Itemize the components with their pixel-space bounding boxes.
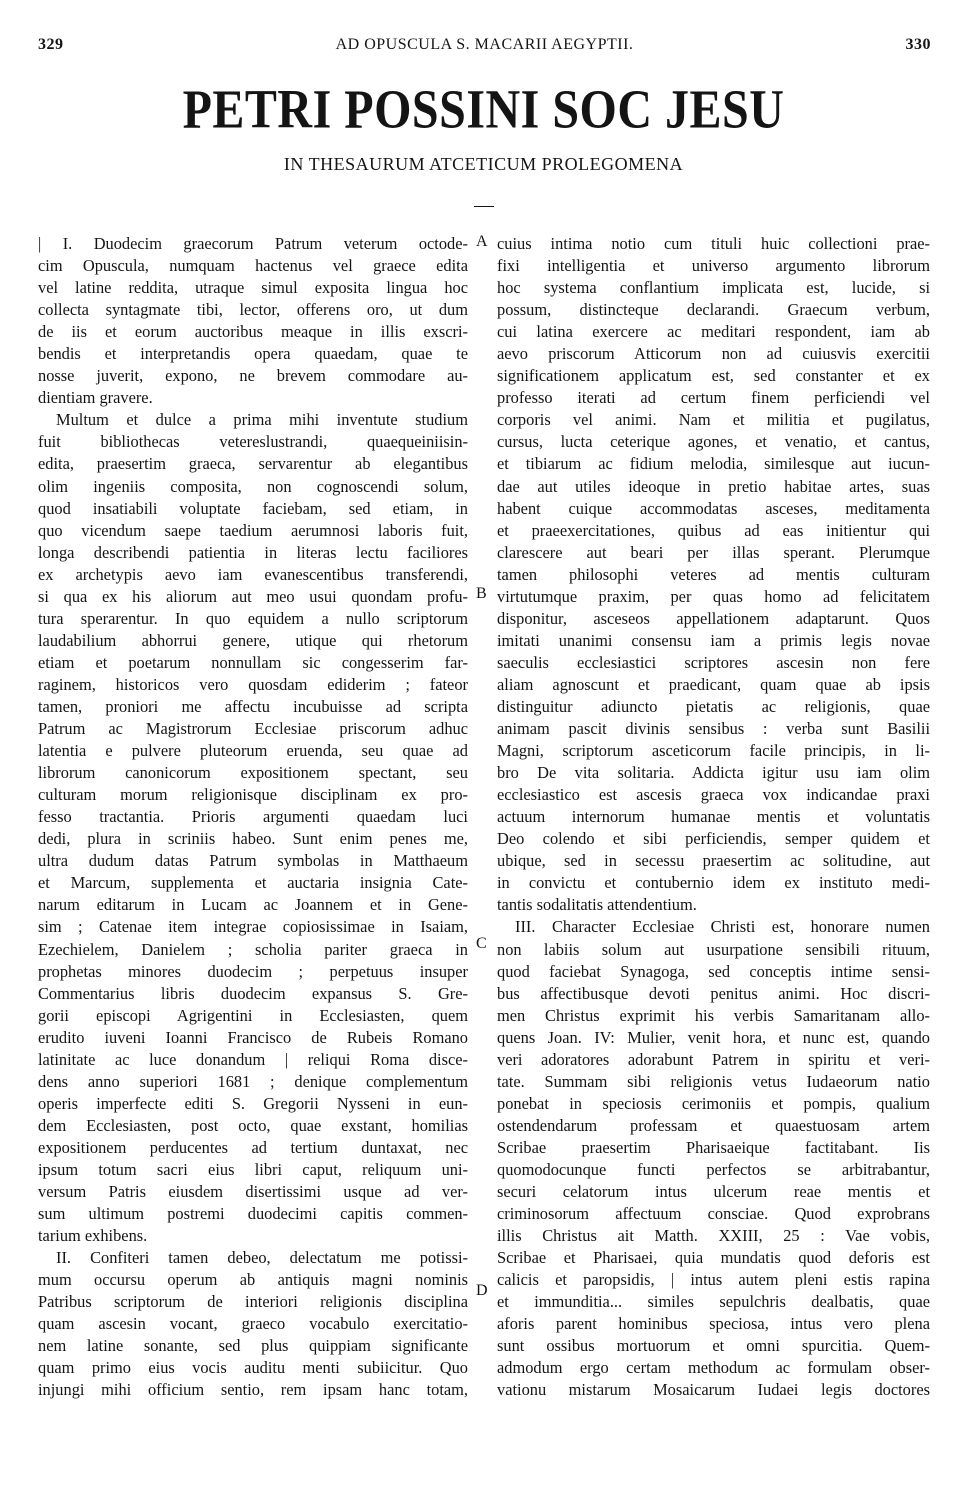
text-line: laudabilium abhorrui genere, utique qui rhetorum — [38, 630, 468, 650]
running-title: AD OPUSCULA S. MACARII AEGYPTII. — [335, 36, 634, 53]
text-line: II. Confiteri tamen debeo, delectatum me potissi- — [56, 1248, 468, 1268]
text-line: et tibiarum ac fidium melodia, similesque aut iucun- — [497, 454, 930, 474]
text-line: quod faciebat Synagoga, sed conceptis intime sensi- — [497, 961, 930, 981]
text-line: raginem, historicos vero quosdam ediderim ; fateor — [38, 674, 468, 694]
text-line: Patribus scriptorum de interiori religionis disciplina — [38, 1292, 468, 1312]
margin-letter-c: C — [476, 935, 487, 952]
text-line: in convictu et contubernio idem ex instituto medi- — [497, 873, 930, 893]
running-header — [38, 36, 931, 58]
text-line: gorii episcopi Agrigentini in Ecclesiasten, quem — [38, 1005, 468, 1025]
text-line: professo iterati ad certum finem perficiendi vel — [497, 388, 930, 408]
text-line: quens Joan. IV: Mulier, venit hora, et nunc est, quando — [497, 1027, 930, 1047]
text-line: veri adoratores adorabunt Patrem in spiritu et veri- — [497, 1049, 930, 1069]
text-line: securi celatorum intus ulcerum reae mentis et — [497, 1182, 930, 1202]
text-line: dae aut utiles ideoque in pretio habitae artes, suas — [497, 476, 930, 496]
text-line: expositionem perducentes ad tertium duntaxat, nec — [38, 1137, 468, 1157]
text-line: fixi intelligentia et universo argumento librorum — [497, 256, 930, 276]
title-divider — [474, 206, 494, 207]
text-line: sunt ossibus mortuorum et omni spurcitia. Quem- — [497, 1336, 930, 1356]
text-line: olim ingeniis composita, non cognoscendi solum, — [38, 476, 468, 496]
text-line: Scribae et Pharisaei, quia mundatis quod deforis est — [497, 1248, 930, 1268]
text-line: sim ; Catenae item integrae copiosissimae in Isaiam, — [38, 917, 468, 937]
text-line: distinguitur adiuncto pietatis ac religionis, quae — [497, 696, 930, 716]
text-line: Magni, scriptorum asceticorum facile principis, in li- — [497, 741, 930, 761]
text-line: illis Christus ait Matth. XXIII, 25 : Vae vobis, — [497, 1226, 930, 1246]
text-line: ostendendarum professam et quaestuosam artem — [497, 1115, 930, 1135]
text-line: si qua ex his aliorum aut meo usui quondam profu- — [38, 586, 468, 606]
text-line: habent cuique accommodatas asceses, meditamenta — [497, 498, 930, 518]
text-line: latinitate ac luce donandum | reliqui Roma disce- — [38, 1049, 468, 1069]
text-line: Patrum ac Magistrorum Ecclesiae priscorum adhuc — [38, 719, 468, 739]
text-line: nem latine sonante, sed plus quippiam significante — [38, 1336, 468, 1356]
text-line: actuum internorum humanae mentis et voluntatis — [497, 807, 930, 827]
text-line: tantis sodalitatis attendentium. — [497, 895, 697, 915]
text-line: longa describendi patientia in literas lectu faciliores — [38, 542, 468, 562]
text-line: ipsum totum sacri eius libri caput, reliquum uni- — [38, 1159, 468, 1179]
text-line: aevo priscorum Atticorum non ad cuiusvis exercitii — [497, 344, 930, 364]
margin-letter-b: B — [476, 585, 487, 602]
text-line: dedi, plura in scriniis habeo. Sunt enim penes me, — [38, 829, 468, 849]
text-line: operis imperfecte editi S. Gregorii Nysseni in eun- — [38, 1093, 468, 1113]
text-line: criminosorum affectuum consciae. Quod exprobrans — [497, 1204, 930, 1224]
text-line: saeculis ecclesiastici scriptores ascesin non fere — [497, 652, 930, 672]
text-line: librorum canonicorum expositionem spectant, seu — [38, 763, 468, 783]
text-line: ex archetypis aevo iam evanescentibus transferendi, — [38, 564, 468, 584]
text-line: cuius intima notio cum tituli huic collectioni prae- — [497, 234, 930, 253]
text-line: dens anno superiori 1681 ; denique complementum — [38, 1071, 468, 1091]
text-line: et Marcum, supplementa et auctaria insignia Cate- — [38, 873, 468, 893]
text-line: nosse juverit, expono, ne brevem commodare au- — [38, 366, 468, 386]
text-line: | I. Duodecim graecorum Patrum veterum octode- — [38, 234, 468, 253]
text-line: Commentarius libris duodecim expansus S. Gre- — [38, 983, 468, 1003]
text-line: possum, distincteque declarandi. Graecum verbum, — [497, 300, 930, 320]
text-line: virtutumque praxim, per quas homo ad felicitatem — [497, 586, 930, 606]
text-line: significationem applicatum est, sed constanter et ex — [497, 366, 930, 386]
text-line: de iis et eorum auctoribus meaque in illis exscri- — [38, 322, 468, 342]
text-line: mum occursu operum ab antiquis magni nominis — [38, 1270, 468, 1290]
left-text-column — [38, 233, 468, 1401]
text-line: tarium exhibens. — [38, 1226, 148, 1246]
text-line: hoc systema conflantium implicata est, lucide, si — [497, 278, 930, 298]
text-line: admodum ergo certam methodum ac formulam obser- — [497, 1358, 930, 1378]
text-line: Deo colendo et sibi perficiendis, semper quidem et — [497, 829, 930, 849]
text-line: bendis et interpretandis opera quaedam, quae te — [38, 344, 468, 364]
text-line: versum Patris eiusdem disertissimi usque ad ver- — [38, 1182, 468, 1202]
text-line: disponitur, asceseos appellationem adaptarunt. Quos — [497, 608, 930, 628]
text-line: narum editarum in Lucam ac Joannem et in Gene- — [38, 895, 468, 915]
text-line: quam primo eius vocis auditu menti subiicitur. Quo — [38, 1358, 468, 1378]
text-line: quod insatiabili voluptate faciebam, sed etiam, in — [38, 498, 468, 518]
page-number-left: 329 — [38, 36, 64, 53]
text-line: bro De vita solitaria. Addicta igitur usu iam olim — [497, 763, 930, 783]
text-line: aforis parent hominibus speciosa, intus vero plena — [497, 1314, 930, 1334]
text-line: tamen, proniori me affectu incubuisse ad scripta — [38, 696, 468, 716]
text-line: animam pascit divinis sensibus : verba sunt Basilii — [497, 719, 930, 739]
text-line: imitati unanimi consensu iam a primis legis novae — [497, 630, 930, 650]
text-line: Multum et dulce a prima mihi inventute studium — [56, 410, 468, 430]
text-line: et immunditia... similes sepulchris dealbatis, quae — [497, 1292, 930, 1312]
text-line: ubique, sed in secessu praesertim ac solitudine, aut — [497, 851, 930, 871]
text-line: vel latine reddita, utraque simul exposita lingua hoc — [38, 278, 468, 298]
text-line: non labiis solum aut usurpatione sensibili rituum, — [497, 939, 930, 959]
text-line: men Christus exprimit his verbis Samaritanam allo- — [497, 1005, 930, 1025]
text-line: culturam morum religionisque disciplinam ex pro- — [38, 785, 468, 805]
text-line: aliam agnoscunt et praedicant, quam quae ab ipsis — [497, 674, 930, 694]
text-line: tate. Summam sibi religionis vetus Iudaeorum natio — [497, 1071, 930, 1091]
text-line: corporis vel animi. Nam et militia et pugilatus, — [497, 410, 930, 430]
text-line: prophetas minores duodecim ; perpetuus insuper — [38, 961, 468, 981]
text-line: quam ascesin vocant, graeco vocabulo exercitatio- — [38, 1314, 468, 1334]
text-line: etiam et poetarum nonnullam sic congesserim far- — [38, 652, 468, 672]
page-number-right: 330 — [905, 36, 931, 53]
text-line: tamen philosophi veteres ad mentis culturam — [497, 564, 930, 584]
text-line: vationu mistarum Mosaicarum Iudaei legis doctores — [497, 1380, 930, 1400]
text-line: tura sperarentur. In quo equidem a nullo scriptorum — [38, 608, 468, 628]
text-line: cim Opuscula, numquam hactenus vel graece edita — [38, 256, 468, 276]
margin-letter-a: A — [476, 233, 488, 250]
text-line: fuit bibliothecas vetereslustrandi, quaequeiniisin- — [38, 432, 468, 452]
page-title: PETRI POSSINI SOC JESU — [182, 79, 785, 141]
text-line: quo vicendum saepe taedium aerumnosi laboris fuit, — [38, 520, 468, 540]
text-line: calicis et paropsidis, | intus autem pleni estis rapina — [497, 1270, 930, 1290]
text-line: ponebat in speciosis cerimoniis et pompis, qualium — [497, 1093, 930, 1113]
text-line: latentia e pulvere pluteorum eruenda, seu quae ad — [38, 741, 468, 761]
text-line: ultra dudum datas Patrum symbolas in Matthaeum — [38, 851, 468, 871]
text-line: erudito iuveni Ioanni Francisco de Rubeis Romano — [38, 1027, 468, 1047]
text-line: edita, praesertim graeca, servarentur ab elegantibus — [38, 454, 468, 474]
text-line: sum ultimum postremi duodecimi capitis commen- — [38, 1204, 468, 1224]
text-line: dientiam gravere. — [38, 388, 153, 408]
margin-letter-d: D — [476, 1282, 488, 1299]
text-line: bus affectibusque devoti penitus animi. Hoc discri- — [497, 983, 930, 1003]
right-text-column — [497, 233, 930, 1401]
text-line: et praeexercitationes, quibus ad eas initientur qui — [497, 520, 930, 540]
text-line: III. Character Ecclesiae Christi est, honorare numen — [515, 917, 930, 937]
text-line: collecta syntagmate tibi, lector, offerens oro, ut dum — [38, 300, 468, 320]
text-line: cursus, lucta ceterique agones, et venatio, et cantus, — [497, 432, 930, 452]
text-line: ecclesiastico est ascesis graeca vox indicandae praxi — [497, 785, 930, 805]
text-line: Scribae praesertim Pharisaeique factitabant. Iis — [497, 1137, 930, 1157]
page-subtitle: IN THESAURUM ATCETICUM PROLEGOMENA — [283, 154, 684, 174]
text-line: clarescere aut beari per illas sperant. Plerumque — [497, 542, 930, 562]
text-line: cui latina exercere ac meditari respondent, iam ab — [497, 322, 930, 342]
text-line: fesso tractantia. Prioris argumenti quaedam luci — [38, 807, 468, 827]
text-line: dem Ecclesiasten, post octo, quae exstant, homilias — [38, 1115, 468, 1135]
text-line: Ezechielem, Danielem ; scholia pariter graeca in — [38, 939, 468, 959]
text-line: injungi mihi officium sentio, rem ipsam hanc totam, — [38, 1380, 468, 1400]
text-line: quomodocunque functi perfectos se arbitrabantur, — [497, 1159, 930, 1179]
